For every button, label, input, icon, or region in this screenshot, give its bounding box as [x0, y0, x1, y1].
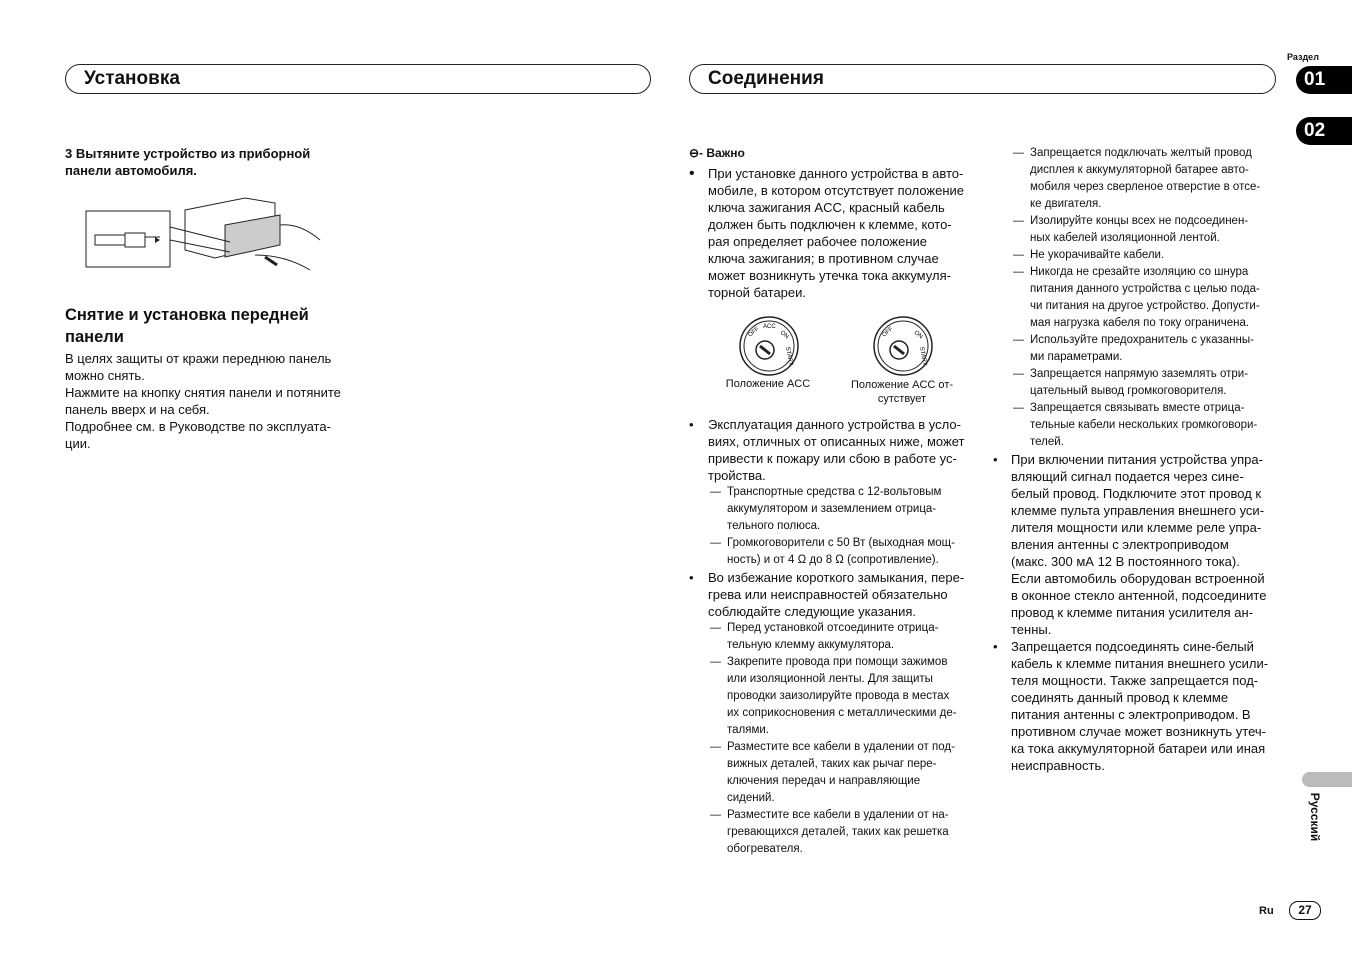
subsection-paragraph	[65, 350, 341, 452]
caption-no-acc	[842, 378, 962, 406]
svg-text:ON: ON	[912, 329, 924, 341]
important-icon: ⊖-	[689, 146, 707, 160]
text-line: При включении питания устройства упра-	[1011, 452, 1263, 467]
text-line: Не укорачивайте кабели.	[1030, 249, 1165, 261]
paragraph-line: Подробнее см. в Руководстве по эксплуата-	[65, 419, 331, 434]
text-line: Никогда не срезайте изоляцию со шнура	[1030, 266, 1249, 278]
text-line: лителя мощности или клемме реле упра-	[1011, 520, 1262, 535]
ignition-key-acc-icon	[738, 315, 800, 377]
text-line: или изоляционной ленты. Для защиты	[727, 673, 933, 685]
important-note	[689, 145, 745, 162]
text-line: Во избежание короткого замыкания, пере-	[708, 570, 965, 585]
text-line: Используйте предохранитель с указанны-	[1030, 334, 1254, 346]
removal-illustration	[85, 195, 335, 275]
text-line: рая определяет рабочее положение	[708, 234, 928, 249]
text-line: кабель к клемме питания внешнего усили-	[1011, 656, 1269, 671]
text-line: Разместите все кабели в удалении от на-	[727, 809, 949, 821]
dash-marker: —	[710, 537, 721, 549]
text-line: в оконное стекло антенной, подсоедините	[1011, 588, 1267, 603]
dash-marker: —	[710, 486, 721, 498]
dash-item	[689, 535, 964, 569]
dash-marker: —	[710, 809, 721, 821]
dash-item	[993, 247, 1268, 264]
text-line: соблюдайте следующие указания.	[708, 604, 917, 619]
text-line: ключа зажигания; в противном случае	[708, 251, 939, 266]
language-label: Русский	[1308, 792, 1322, 842]
text-line: белый провод. Подключите этот провод к	[1011, 486, 1262, 501]
caption-line: сутствует	[877, 393, 927, 405]
text-line: питания антенны с электроприводом. В	[1011, 707, 1251, 722]
text-line: неисправность.	[1011, 758, 1105, 773]
bullet-marker: •	[993, 639, 998, 654]
header-title: Установка	[84, 68, 180, 89]
step-line: 3 Вытяните устройство из приборной	[65, 146, 311, 161]
section-tab-02[interactable]: 02	[1296, 117, 1352, 145]
dash-item	[689, 654, 964, 739]
text-line: тельные кабели нескольких громкоговори-	[1030, 419, 1258, 431]
dash-item	[689, 620, 964, 654]
text-line: мобиле, в котором отсутствует положение	[708, 183, 965, 198]
bullet-item	[993, 451, 1268, 638]
text-line: Если автомобиль оборудован встроенной	[1011, 571, 1265, 586]
text-line: Изолируйте концы всех не подсоединен-	[1030, 215, 1249, 227]
subsection-heading	[65, 304, 309, 348]
dash-item	[689, 739, 964, 807]
svg-text:START: START	[918, 346, 928, 367]
bullet-item	[689, 165, 979, 301]
text-line: должен быть подключен к клемме, кото-	[708, 217, 952, 232]
dash-item	[993, 332, 1268, 366]
paragraph-line: В целях защиты от кражи переднюю панель	[65, 351, 332, 366]
text-line: ных кабелей изоляционной лентой.	[1030, 232, 1220, 244]
text-line: тенны.	[1011, 622, 1052, 637]
right-list	[993, 145, 1268, 774]
dash-marker: —	[1013, 402, 1024, 414]
text-line: аккумулятором и заземлением отрица-	[727, 503, 937, 515]
bullet-item	[689, 416, 964, 484]
text-line: гревающихся деталей, таких как решетка	[727, 826, 949, 838]
ignition-key-no-acc-icon	[872, 315, 934, 377]
dash-marker: —	[710, 656, 721, 668]
section-header-connections	[689, 64, 1276, 94]
section-header-installation	[65, 64, 651, 94]
text-line: тельного полюса.	[727, 520, 821, 532]
middle-list	[689, 416, 964, 858]
text-line: ка тока аккумуляторной батареи или иная	[1011, 741, 1266, 756]
text-line: соединять данный провод к клемме	[1011, 690, 1229, 705]
text-line: Запрещается подключать желтый провод	[1030, 147, 1252, 159]
text-line: противном случае может возникнуть утеч-	[1011, 724, 1266, 739]
header-title: Соединения	[708, 68, 824, 89]
text-line: сидений.	[727, 792, 775, 804]
text-line: талями.	[727, 724, 769, 736]
bullet-marker: •	[993, 452, 998, 467]
text-line: проводки заизолируйте провода в местах	[727, 690, 950, 702]
text-line: вижных деталей, таких как рычаг пере-	[727, 758, 937, 770]
text-line: клемме пульта управления внешнего уси-	[1011, 503, 1265, 518]
text-line: Громкоговорители с 50 Вт (выходная мощ-	[727, 537, 955, 549]
svg-text:ACC: ACC	[763, 324, 776, 330]
bullet-item	[689, 569, 964, 620]
dash-marker: —	[1013, 266, 1024, 278]
text-line: ми параметрами.	[1030, 351, 1123, 363]
dash-item	[993, 213, 1268, 247]
bullet-marker: •	[689, 417, 694, 432]
step-3	[65, 145, 310, 179]
dash-marker: —	[710, 622, 721, 634]
dash-item	[993, 400, 1268, 451]
text-line: тельную клемму аккумулятора.	[727, 639, 895, 651]
text-line: вляющий сигнал подается через сине-	[1011, 469, 1244, 484]
dash-marker: —	[1013, 147, 1024, 159]
footer-lang: Ru	[1259, 905, 1274, 917]
dash-marker: —	[710, 741, 721, 753]
dash-item	[689, 807, 964, 858]
dash-item	[993, 145, 1268, 213]
important-label: Важно	[706, 146, 745, 160]
text-line: чи питания на другое устройство. Допусти-	[1030, 300, 1260, 312]
text-line: Запрещается связывать вместе отрица-	[1030, 402, 1245, 414]
text-line: Запрещается подсоединять сине-белый	[1011, 639, 1254, 654]
bullet-acc	[689, 165, 979, 301]
text-line: дисплея к аккумуляторной батарее авто-	[1030, 164, 1249, 176]
dash-item	[993, 366, 1268, 400]
text-line: ключа зажигания ACC, красный кабель	[708, 200, 945, 215]
svg-text:START: START	[784, 346, 794, 367]
section-tab-01[interactable]: 01	[1296, 66, 1352, 94]
text-line: Закрепите провода при помощи зажимов	[727, 656, 948, 668]
text-line: питания данного устройства с целью пода-	[1030, 283, 1260, 295]
dash-item	[993, 264, 1268, 332]
text-line: торной батареи.	[708, 285, 807, 300]
svg-text:OFF: OFF	[747, 326, 761, 339]
paragraph-line: Нажмите на кнопку снятия панели и потяните	[65, 385, 341, 400]
text-line: Запрещается напрямую заземлять отри-	[1030, 368, 1249, 380]
paragraph-line: панель вверх и на себя.	[65, 402, 210, 417]
section-label: Раздел	[1287, 52, 1319, 62]
dash-marker: —	[1013, 215, 1024, 227]
text-line: Эксплуатация данного устройства в усло-	[708, 417, 961, 432]
heading-line: панели	[65, 328, 124, 346]
text-line: телей.	[1030, 436, 1064, 448]
dash-item	[689, 484, 964, 535]
text-line: мобиля через сверленое отверстие в отсе-	[1030, 181, 1261, 193]
text-line: их соприкосновения с металлическими де-	[727, 707, 957, 719]
bullet-marker: •	[689, 165, 695, 182]
caption-line: Положение ACC от-	[850, 379, 954, 391]
text-line: привести к пожару или сбою в работе ус-	[708, 451, 957, 466]
text-line: При установке данного устройства в авто-	[708, 166, 964, 181]
text-line: грева или неисправностей обязательно	[708, 587, 948, 602]
svg-text:OFF: OFF	[881, 326, 895, 339]
text-line: провод к клемме питания усилителя ан-	[1011, 605, 1254, 620]
text-line: ность) и от 4 Ω до 8 Ω (сопротивление).	[727, 554, 939, 566]
text-line: Разместите все кабели в удалении от под-	[727, 741, 955, 753]
text-line: ке двигателя.	[1030, 198, 1102, 210]
dash-marker: —	[1013, 334, 1024, 346]
paragraph-line: ции.	[65, 436, 91, 451]
text-line: Перед установкой отсоедините отрица-	[727, 622, 939, 634]
text-line: теля мощности. Также запрещается под-	[1011, 673, 1259, 688]
page-number: 27	[1289, 901, 1321, 920]
bullet-item	[993, 638, 1268, 774]
text-line: цательный вывод громкоговорителя.	[1030, 385, 1227, 397]
text-line: мая нагрузка кабеля по току ограничена.	[1030, 317, 1250, 329]
paragraph-line: можно снять.	[65, 368, 145, 383]
text-line: вления антенны с электроприводом	[1011, 537, 1229, 552]
step-line: панели автомобиля.	[65, 163, 197, 178]
heading-line: Снятие и установка передней	[65, 306, 309, 324]
text-line: виях, отличных от описанных ниже, может	[708, 434, 965, 449]
text-line: тройства.	[708, 468, 766, 483]
dash-marker: —	[1013, 249, 1024, 261]
caption-acc: Положение ACC	[725, 378, 811, 390]
svg-text:ON: ON	[778, 329, 790, 341]
text-line: обогревателя.	[727, 843, 803, 855]
text-line: Транспортные средства с 12-вольтовым	[727, 486, 942, 498]
text-line: ключения передач и направляющие	[727, 775, 921, 787]
bullet-marker: •	[689, 570, 694, 585]
text-line: может возникнуть утечка тока аккумуля-	[708, 268, 951, 283]
dash-marker: —	[1013, 368, 1024, 380]
text-line: (макс. 300 мА 12 В постоянного тока).	[1011, 554, 1240, 569]
